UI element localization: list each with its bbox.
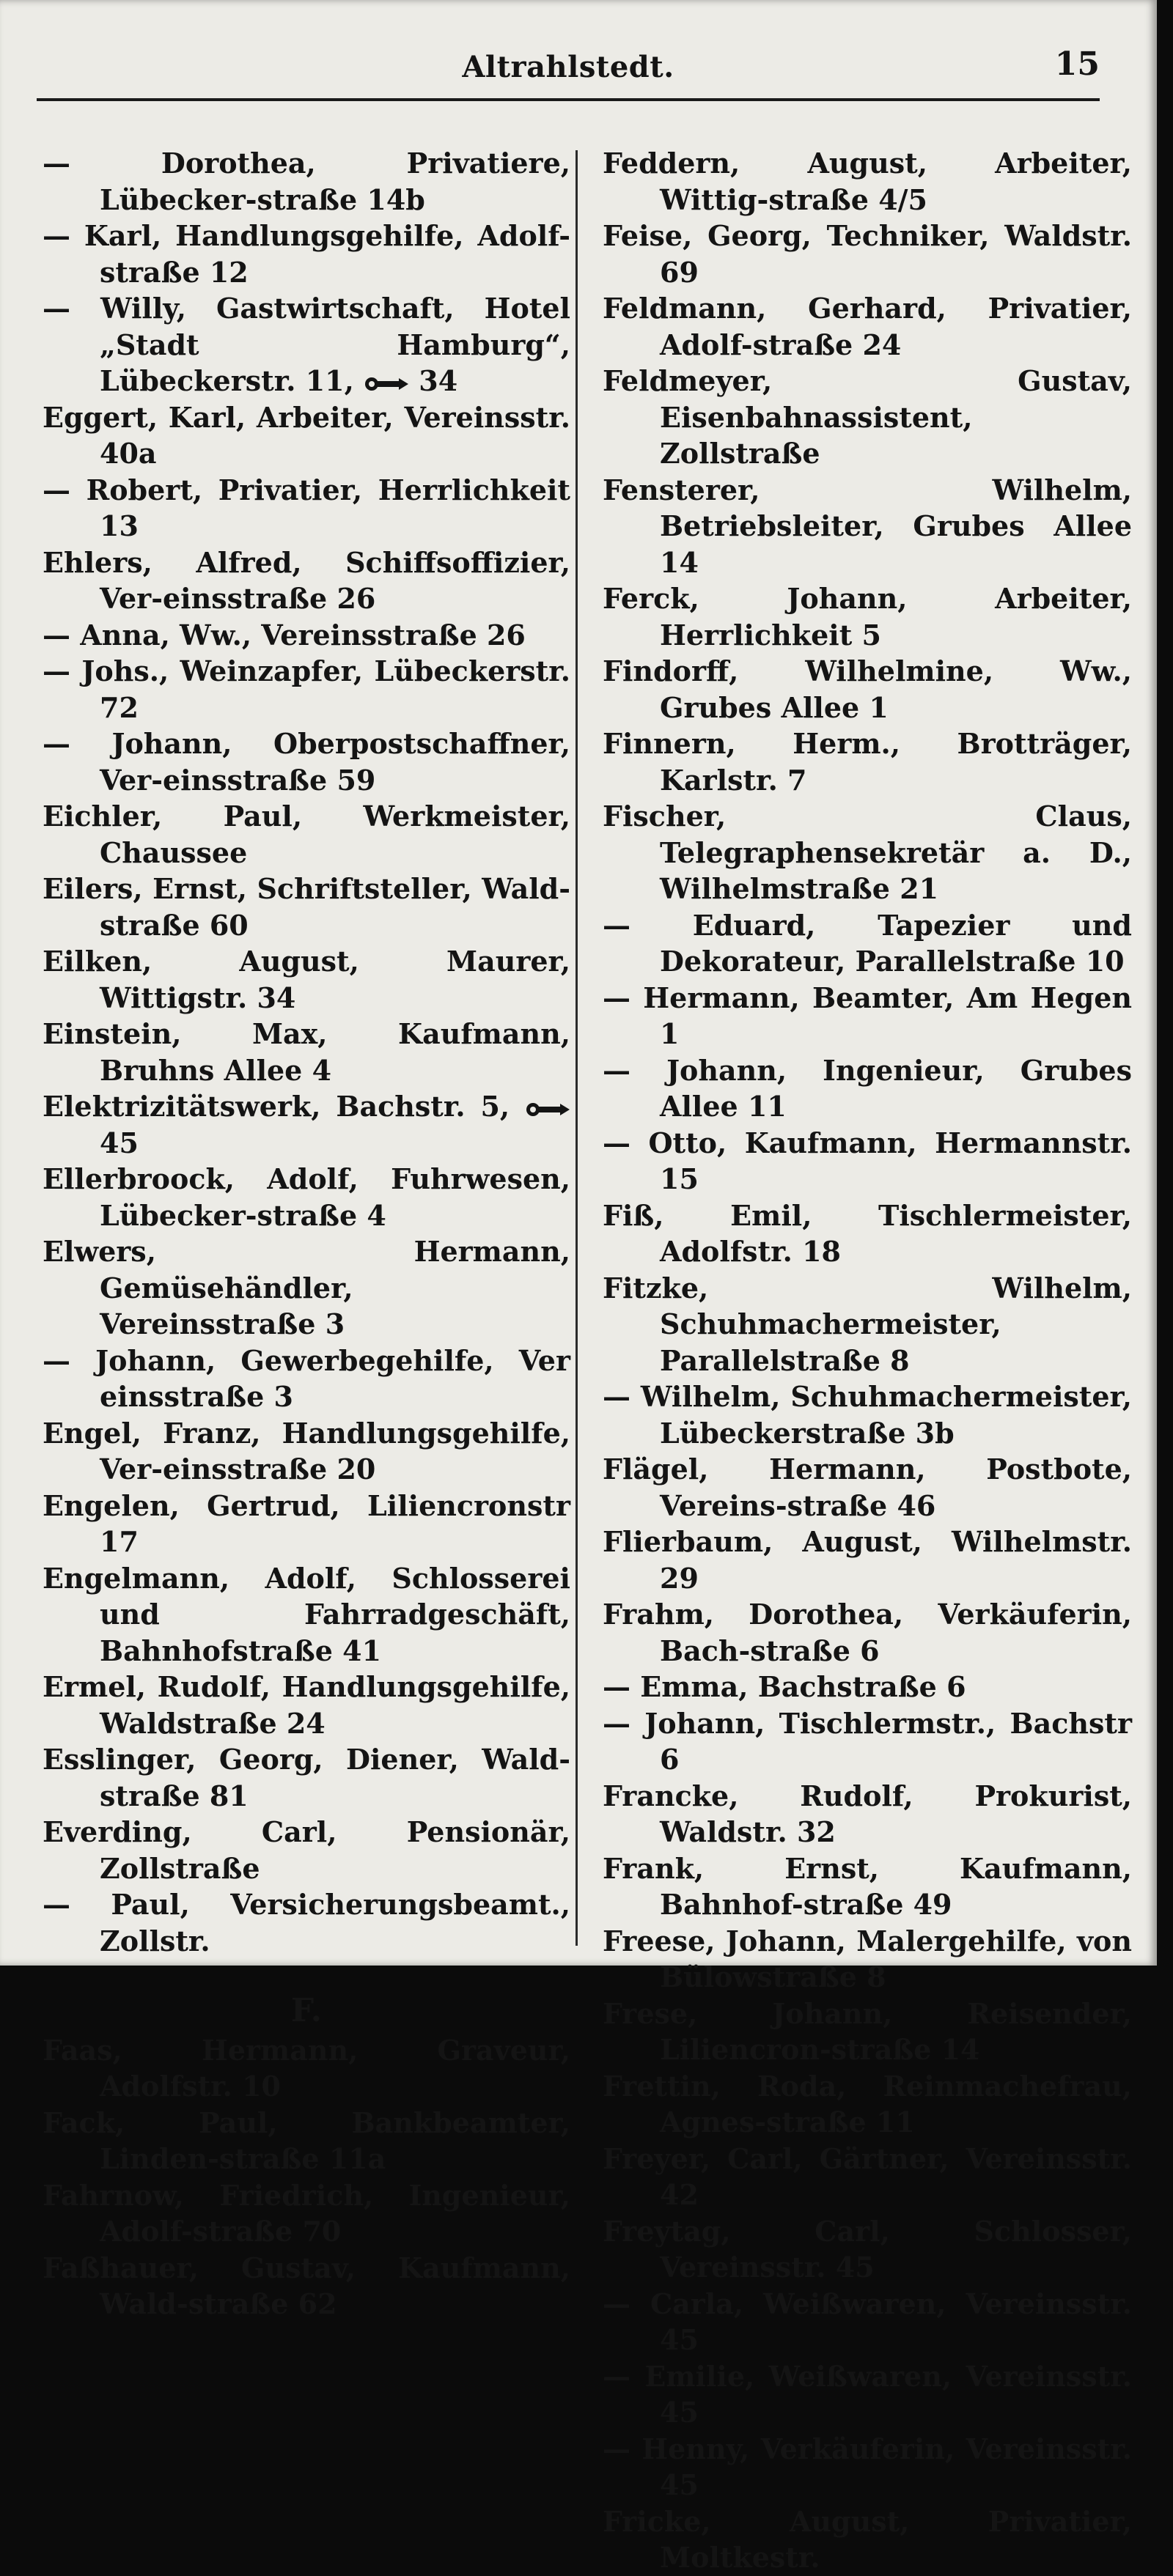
entry-text: — Robert, Privatier, Herrlichkeit 13 [43, 473, 570, 542]
entry-text: — Emma, Bachstraße 6 [603, 1670, 966, 1703]
entry-text: Elektrizitätswerk, Bachstr. 5, [43, 1090, 510, 1123]
directory-entry [43, 2250, 570, 2322]
directory-entry [603, 580, 1132, 653]
directory-entry [43, 1814, 570, 1886]
entry-text: Fahrnow, Friedrich, Ingenieur, Adolf-straße 70 [43, 2178, 570, 2248]
entry-text: Ehlers, Alfred, Schiffsoffizier, Ver-einsstraße 26 [43, 545, 570, 615]
entry-text: — Hermann, Beamter, Am Hegen 1 [603, 981, 1132, 1050]
directory-entry [43, 218, 570, 290]
entry-text: Frank, Ernst, Kaufmann, Bahnhof-straße 49 [603, 1851, 1132, 1921]
left-column [43, 145, 570, 2322]
directory-entry [603, 653, 1132, 726]
directory-entry [603, 2141, 1132, 2213]
directory-entry [43, 798, 570, 871]
telephone-icon [364, 375, 409, 393]
entry-text: — Willy, Gastwirtschaft, Hotel „Stadt Hamburg“, Lübeckerstr. 11, [43, 292, 570, 397]
scan-edge-tab [1161, 374, 1173, 410]
entry-text: — Otto, Kaufmann, Hermannstr. 15 [603, 1126, 1132, 1195]
directory-entry [603, 363, 1132, 472]
right-column [603, 145, 1132, 2576]
directory-entry [43, 617, 570, 654]
running-title: Altrahlstedt. [462, 50, 674, 84]
directory-entry [603, 218, 1132, 290]
entry-text: Engelmann, Adolf, Schlosserei und Fahrradgeschäft, Bahnhofstraße 41 [43, 1561, 570, 1667]
directory-entry [43, 399, 570, 472]
entry-text: Eilken, August, Maurer, Wittigstr. 34 [43, 945, 570, 1014]
entry-text: Frahm, Dorothea, Verkäuferin, Bach-straße 6 [603, 1598, 1132, 1667]
entry-text: Feddern, August, Arbeiter, Wittig-straße 4/5 [603, 147, 1132, 216]
directory-entry [603, 1524, 1132, 1596]
directory-entry [603, 2358, 1132, 2431]
entry-text: Fischer, Claus, Telegraphensekretär a. D., Wilhelmstraße 21 [603, 800, 1132, 905]
entry-text: Finnern, Herm., Brotträger, Karlstr. 7 [603, 727, 1132, 797]
directory-entry [603, 907, 1132, 980]
directory-entry [43, 1741, 570, 1814]
directory-entry [603, 1705, 1132, 1778]
entry-text: Fack, Paul, Bankbeamter, Linden-straße 11a [43, 2106, 570, 2175]
directory-entry [43, 145, 570, 218]
entry-text: — Carla, Weißwaren, Vereinsstr. 45 [603, 2287, 1132, 2356]
telephone-icon [525, 1101, 570, 1118]
directory-entry [603, 1669, 1132, 1705]
directory-entry [603, 1923, 1132, 1996]
phone-number: 45 [100, 1126, 139, 1159]
entry-text: Fricke, August, Privatier, Moltkestr. [603, 2504, 1132, 2574]
column-divider [576, 150, 578, 1946]
phone-number: 34 [419, 364, 458, 397]
directory-entry [603, 1197, 1132, 1270]
directory-entry [603, 2286, 1132, 2358]
scan-edge [1157, 0, 1173, 1966]
entry-text: Fiß, Emil, Tischlermeister, Adolfstr. 18 [603, 1198, 1132, 1268]
directory-entry [603, 1596, 1132, 1669]
entry-text: — Johs., Weinzapfer, Lübeckerstr. 72 [43, 654, 570, 724]
entry-text: Engelen, Gertrud, Liliencronstr 17 [43, 1488, 570, 1558]
directory-entry [603, 145, 1132, 218]
directory-entry [43, 726, 570, 798]
entry-text: — Eduard, Tapezier und Dekorateur, Parallelstraße 10 [603, 908, 1132, 978]
directory-entry [43, 1488, 570, 1560]
directory-entry [603, 2431, 1132, 2503]
section-heading-letter: F. [290, 1992, 323, 2029]
directory-entry [603, 1052, 1132, 1125]
directory-entry [603, 1379, 1132, 1451]
entry-text: Feise, Georg, Techniker, Waldstr. 69 [603, 219, 1132, 289]
directory-entry [43, 1415, 570, 1488]
entry-text: — Johann, Oberpostschaffner, Ver-einsstraße 59 [43, 727, 570, 797]
entry-text: Eggert, Karl, Arbeiter, Vereinsstr. 40a [43, 400, 570, 470]
entry-text: Freytag, Carl, Schlosser, Vereinsstr. 45 [603, 2214, 1132, 2284]
directory-entry [43, 290, 570, 399]
entry-text: Frettin, Roda, Reinmachefrau, Agnes-straße 11 [603, 2069, 1132, 2138]
directory-entry [43, 653, 570, 726]
entry-text: Elwers, Hermann, Gemüsehändler, Vereinsstraße 3 [43, 1235, 570, 1340]
entry-text: Ermel, Rudolf, Handlungsgehilfe, Waldstraße 24 [43, 1670, 570, 1740]
page-number: 15 [1054, 45, 1100, 83]
entry-text: — Johann, Gewerbegehilfe, Ver einsstraße 3 [43, 1343, 570, 1413]
entry-text: Eilers, Ernst, Schriftsteller, Wald-straße 60 [43, 872, 570, 942]
directory-entry [43, 545, 570, 617]
entry-text: Flägel, Hermann, Postbote, Vereins-straße 46 [603, 1453, 1132, 1522]
directory-entry [603, 798, 1132, 907]
entry-text: — Dorothea, Privatiere, Lübecker-straße 14b [43, 147, 570, 216]
entry-text: Freyer, Carl, Gärtner, Vereinsstr. 42 [603, 2141, 1132, 2211]
entry-text: Engel, Franz, Handlungsgehilfe, Ver-einsstraße 20 [43, 1416, 570, 1486]
entry-text: Fensterer, Wilhelm, Betriebsleiter, Grubes Allee 14 [603, 473, 1132, 579]
entry-text: — Wilhelm, Schuhmachermeister, Lübeckerstraße 3b [603, 1380, 1132, 1450]
directory-entry [43, 871, 570, 943]
directory-entry [603, 1451, 1132, 1524]
directory-entry [43, 1088, 570, 1161]
entry-text: — Emilie, Weißwaren, Vereinsstr. 45 [603, 2359, 1132, 2429]
entry-text: — Anna, Ww., Vereinsstraße 26 [43, 618, 526, 652]
directory-entry [43, 1669, 570, 1741]
directory-entry [43, 1886, 570, 1959]
entry-text: Feldmann, Gerhard, Privatier, Adolf-straße 24 [603, 292, 1132, 361]
directory-entry [43, 1233, 570, 1343]
directory-entry [603, 2068, 1132, 2141]
entry-text: Everding, Carl, Pensionär, Zollstraße [43, 1815, 570, 1885]
directory-entry [43, 1343, 570, 1415]
directory-entry [43, 472, 570, 545]
directory-entry [43, 2177, 570, 2250]
entry-text: Findorff, Wilhelmine, Ww., Grubes Allee 1 [603, 654, 1132, 724]
directory-entry [603, 1850, 1132, 1923]
directory-entry [43, 943, 570, 1016]
page-header [37, 45, 1100, 95]
entry-text: Freese, Johann, Malergehilfe, von Bülowstraße 8 [603, 1924, 1132, 1993]
entry-text: Ferck, Johann, Arbeiter, Herrlichkeit 5 [603, 582, 1132, 652]
entry-text: — Karl, Handlungsgehilfe, Adolf-straße 12 [43, 219, 570, 289]
directory-entry [603, 1270, 1132, 1379]
entry-text: Eichler, Paul, Werkmeister, Chaussee [43, 800, 570, 869]
header-rule [37, 98, 1100, 101]
directory-entry [43, 2105, 570, 2177]
directory-entry [603, 726, 1132, 798]
directory-entry [603, 2213, 1132, 2286]
entry-text: Flierbaum, August, Wilhelmstr. 29 [603, 1525, 1132, 1595]
entry-text: Feldmeyer, Gustav, Eisenbahnassistent, Zollstraße [603, 364, 1132, 470]
entry-text: Ellerbroock, Adolf, Fuhrwesen, Lübecker-straße 4 [43, 1162, 570, 1232]
entry-text: Faßhauer, Gustav, Kaufmann, Wald-straße 62 [43, 2251, 570, 2320]
directory-entry [603, 472, 1132, 581]
entry-text: — Henny, Verkäuferin, Vereinsstr. 45 [603, 2432, 1132, 2501]
directory-entry [43, 1016, 570, 1088]
entry-text: Francke, Rudolf, Prokurist, Waldstr. 32 [603, 1779, 1132, 1848]
entry-text: Einstein, Max, Kaufmann, Bruhns Allee 4 [43, 1017, 570, 1087]
entry-text: Fitzke, Wilhelm, Schuhmachermeister, Parallelstraße 8 [603, 1271, 1132, 1377]
entry-text: — Paul, Versicherungsbeamt., Zollstr. [43, 1888, 570, 1957]
entry-text: — Johann, Tischlermstr., Bachstr 6 [603, 1706, 1132, 1776]
directory-entry [603, 980, 1132, 1052]
directory-entry [43, 2032, 570, 2105]
directory-entry [603, 1996, 1132, 2068]
entry-text: Esslinger, Georg, Diener, Wald-straße 81 [43, 1743, 570, 1812]
directory-entry [603, 2503, 1132, 2576]
entry-text: Frese, Johann, Reisender, Liliencron-straße 14 [603, 1996, 1132, 2066]
directory-entry [603, 1778, 1132, 1850]
directory-entry [43, 1161, 570, 1233]
entry-text: Faas, Hermann, Graveur, Adolfstr. 10 [43, 2033, 570, 2103]
directory-entry [603, 290, 1132, 363]
entry-text: — Johann, Ingenieur, Grubes Allee 11 [603, 1053, 1132, 1123]
directory-entry [603, 1125, 1132, 1197]
directory-entry [43, 1560, 570, 1669]
